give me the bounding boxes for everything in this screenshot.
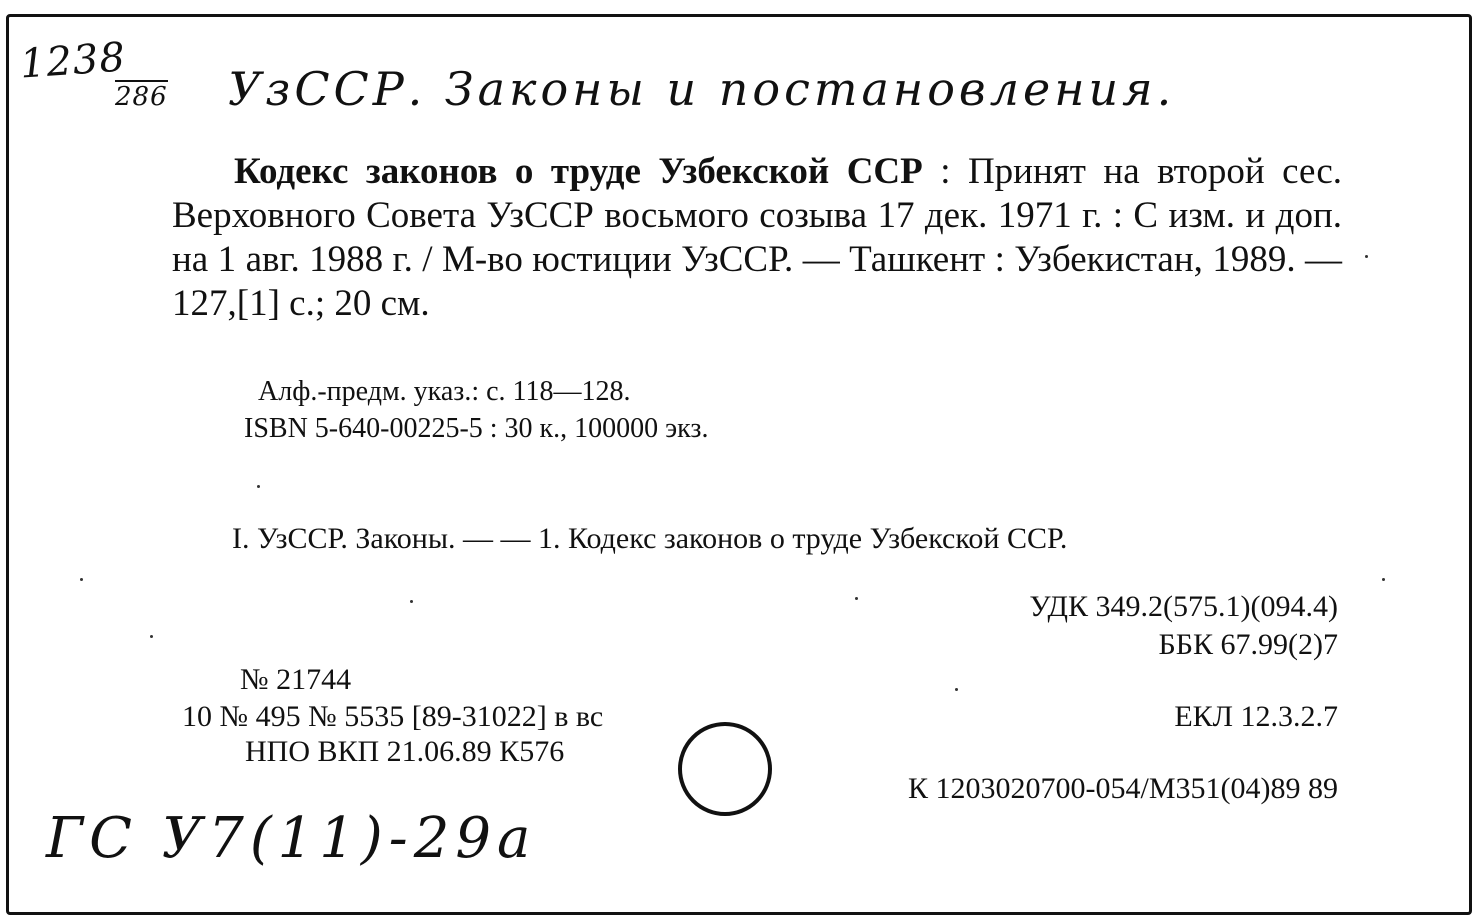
print-run-line: 10 № 495 № 5535 [89-31022] в вс xyxy=(182,700,604,733)
scan-speck xyxy=(855,597,858,600)
description-text: : Принят на второй сес. Верховного Совета УзССР восьмого созыва 17 дек. 1971 г. : С изм. и доп. на 1 авг. 1988 г. / М-во юстиции УзССР. — Ташкент : Узбекистан, 1989. — 127,[1] с.; 20 см. xyxy=(172,151,1342,324)
ekl-code: ЕКЛ 12.3.2.7 xyxy=(1174,700,1338,733)
isbn-note: ISBN 5-640-00225-5 : 30 к., 100000 экз. xyxy=(244,413,709,444)
scan-speck xyxy=(955,688,958,691)
bbk-code: ББК 67.99(2)7 xyxy=(1158,628,1338,661)
scan-speck xyxy=(80,578,83,581)
handwritten-call-number xyxy=(19,34,128,87)
handwritten-shelfmark: ГС У7(11)-29а xyxy=(46,806,537,871)
index-note: Алф.-предм. указ.: с. 118—128. xyxy=(258,376,631,407)
scan-speck xyxy=(257,485,260,488)
handwritten-heading: УзССР. Законы и постановления. xyxy=(228,62,1176,116)
scan-speck xyxy=(1382,578,1385,581)
stamp-circle xyxy=(678,722,772,816)
call-number-main: 1238 xyxy=(18,34,128,88)
handwritten-call-number-sub: 286 xyxy=(115,82,168,112)
book-title: Кодекс законов о труде Узбекской ССР xyxy=(234,151,923,192)
card-number: № 21744 xyxy=(240,663,352,696)
scan-speck xyxy=(1365,255,1368,258)
tracings: I. УзССР. Законы. — — 1. Кодекс законов о труде Узбекской ССР. xyxy=(232,522,1068,555)
scan-speck xyxy=(410,600,413,603)
k-code: К 1203020700-054/М351(04)89 89 xyxy=(908,772,1338,805)
npo-line: НПО ВКП 21.06.89 К576 xyxy=(245,735,565,768)
scan-speck xyxy=(150,635,153,638)
bibliographic-description xyxy=(172,150,1342,326)
udk-code: УДК 349.2(575.1)(094.4) xyxy=(1029,590,1338,623)
